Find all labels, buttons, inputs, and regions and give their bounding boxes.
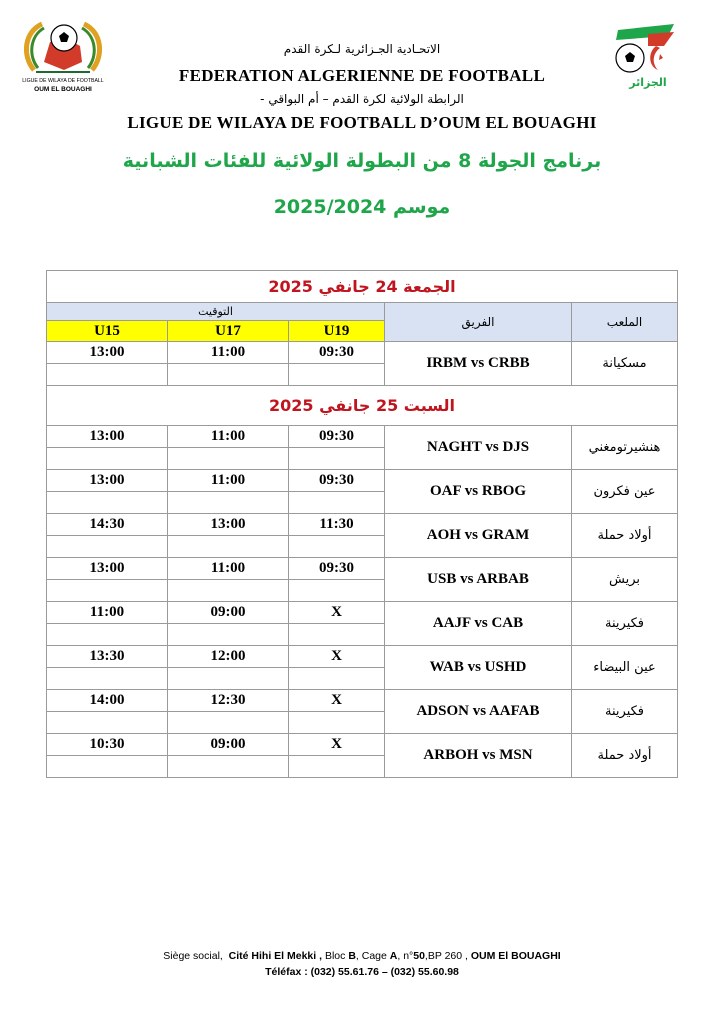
match-teams: AOH vs GRAM (385, 514, 572, 558)
match-stadium: عين فكرون (572, 470, 678, 514)
category-u15: U15 (47, 321, 168, 342)
time-u17: 11:00 (168, 426, 289, 448)
league-name-fr: LIGUE DE WILAYA DE FOOTBALL D’OUM EL BOUAGHI (127, 113, 597, 132)
match-teams: ARBOH vs MSN (385, 734, 572, 778)
footer-text: , n° (397, 950, 414, 962)
time-u19: 09:30 (289, 470, 385, 492)
time-u17: 11:00 (168, 470, 289, 492)
time-u15: 13:00 (47, 558, 168, 580)
time-u17: 09:00 (168, 734, 289, 756)
day-date: السبت 25 جانفي 2025 (47, 386, 678, 426)
footer-text: ,BP 260 , (424, 950, 468, 962)
team-header: الفريق (385, 303, 572, 342)
time-u15: 10:30 (47, 734, 168, 756)
time-u15: 13:00 (47, 342, 168, 364)
match-teams: OAF vs RBOG (385, 470, 572, 514)
footer-text: 50 (413, 950, 425, 962)
footer-text: B (348, 950, 356, 962)
time-u19: 11:30 (289, 514, 385, 536)
svg-text:الجزائر: الجزائر (629, 76, 667, 89)
match-row (47, 470, 678, 492)
match-stadium: أولاد حملة (572, 734, 678, 778)
time-u17: 11:00 (168, 342, 289, 364)
time-u15: 14:30 (47, 514, 168, 536)
match-stadium: أولاد حملة (572, 514, 678, 558)
match-teams: IRBM vs CRBB (385, 342, 572, 386)
time-u19: 09:30 (289, 558, 385, 580)
page-title: برنامج الجولة 8 من البطولة الولائية للفئات الشبانية (122, 150, 602, 172)
match-row (47, 558, 678, 580)
match-row (47, 426, 678, 448)
footer-text: , Cage (355, 950, 387, 962)
schedule-table (46, 270, 678, 778)
footer-text: Bloc (324, 950, 346, 962)
category-u17: U17 (168, 321, 289, 342)
match-teams: NAGHT vs DJS (385, 426, 572, 470)
time-u17: 12:30 (168, 690, 289, 712)
footer-text: OUM El BOUAGHI (470, 950, 561, 962)
time-u15: 13:00 (47, 426, 168, 448)
time-u17: 11:00 (168, 558, 289, 580)
match-teams: WAB vs USHD (385, 646, 572, 690)
footer-text: Cité Hihi El Mekki , (228, 950, 323, 962)
time-u19: X (289, 690, 385, 712)
match-stadium: مسكيانة (572, 342, 678, 386)
league-name-ar: الرابطة الولائية لكرة القدم – أم البواقي - (260, 92, 464, 106)
footer-telefax: Téléfax : (032) 55.61.76 – (032) 55.60.98 (265, 966, 459, 978)
match-teams: USB vs ARBAB (385, 558, 572, 602)
time-u19: 09:30 (289, 426, 385, 448)
time-u15: 13:30 (47, 646, 168, 668)
match-row (47, 734, 678, 756)
federation-name-fr: FEDERATION ALGERIENNE DE FOOTBALL (178, 66, 546, 85)
federation-name-ar: الاتحـادية الجـزائرية لـكرة القدم (283, 42, 441, 56)
match-teams: ADSON vs AAFAB (385, 690, 572, 734)
time-u17: 12:00 (168, 646, 289, 668)
footer-text: A (389, 950, 398, 962)
day-date: الجمعة 24 جانفي 2025 (47, 271, 678, 303)
time-u15: 11:00 (47, 602, 168, 624)
match-stadium: فكيرينة (572, 602, 678, 646)
match-row (47, 690, 678, 712)
category-u19: U19 (289, 321, 385, 342)
match-teams: AAJF vs CAB (385, 602, 572, 646)
season-title: موسم 2025/2024 (273, 196, 451, 218)
match-stadium: هنشيرتومغني (572, 426, 678, 470)
match-stadium: بريش (572, 558, 678, 602)
match-row (47, 646, 678, 668)
stadium-header: الملعب (572, 303, 678, 342)
time-u19: X (289, 646, 385, 668)
svg-text:OUM EL BOUAGHI: OUM EL BOUAGHI (34, 86, 92, 93)
day-header-row (47, 271, 678, 303)
time-u19: X (289, 734, 385, 756)
table-header-row (47, 303, 678, 321)
time-u15: 14:00 (47, 690, 168, 712)
match-row (47, 342, 678, 364)
match-stadium: فكيرينة (572, 690, 678, 734)
footer-text: Siège social, (163, 950, 223, 962)
time-u19: X (289, 602, 385, 624)
footer-address (0, 950, 724, 962)
time-u19: 09:30 (289, 342, 385, 364)
time-header: التوقيت (47, 303, 385, 321)
match-row (47, 602, 678, 624)
time-u17: 09:00 (168, 602, 289, 624)
day-header-row (47, 386, 678, 426)
time-u15: 13:00 (47, 470, 168, 492)
time-u17: 13:00 (168, 514, 289, 536)
match-row (47, 514, 678, 536)
match-stadium: عين البيضاء (572, 646, 678, 690)
svg-text:LIGUE DE WILAYA DE FOOTBALL: LIGUE DE WILAYA DE FOOTBALL (22, 78, 104, 84)
